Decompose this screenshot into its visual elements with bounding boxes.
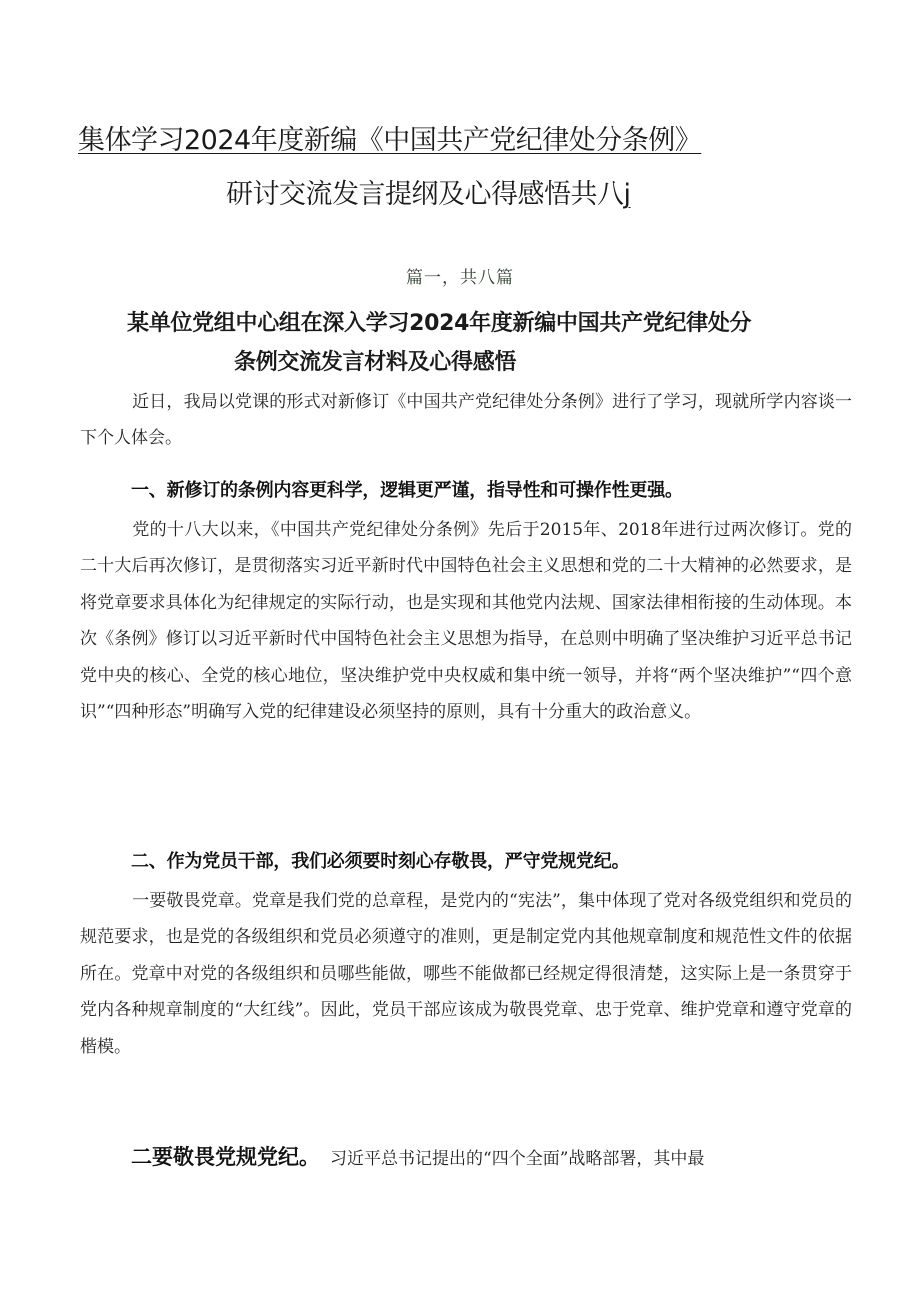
document-title-underlined: 集体学习2024年度新编《中国共产党纪律处分条例》 xyxy=(78,125,702,156)
body-paragraph-1-text: 党的十八大以来，《中国共产党纪律处分条例》先后于2015年、2018年进行过两次修订。党的二十大后再次修订，是贯彻落实习近平新时代中国特色社会主义思想和党的二十大精神的必然要求，是将党章要求具体化为纪律规定的实际行动，也是实现和其他党内法规、国家法律相衔接的生动体现。本次《条例》修订以习近平新时代中国特色社会主义思想为指导，在总则中明确了坚决维护习近平总书记党中央的核心、全党的核心地位，坚决维护党中央权威和集中统一领导，并将“两个坚决维护”“四个意识”“四种形态”明确写入党的纪律建设必须坚持的原则，具有十分重大的政治意义。 xyxy=(80,520,852,723)
section-heading-1: 一、新修订的条例内容更科学，逻辑更严谨，指导性和可操作性更强。 xyxy=(131,480,683,501)
document-title-text: 研讨交流发言提纲及心得感悟共八 xyxy=(226,179,624,210)
body-paragraph-3-text: 习近平总书记提出的“四个全面”战略部署，其中最 xyxy=(330,1149,705,1169)
body-paragraph-1 xyxy=(80,512,852,730)
paragraph-3-lead: 二要敬畏党规党纪。 xyxy=(131,1145,320,1169)
document-title-line-2 xyxy=(226,172,920,211)
section-label: 篇一，共八篇 xyxy=(406,268,514,288)
intro-paragraph xyxy=(80,384,852,457)
body-paragraph-2 xyxy=(80,883,852,1065)
article-title-line-1: 某单位党组中心组在深入学习2024年度新编中国共产党纪律处分 xyxy=(127,311,752,336)
intro-paragraph-text: 近日，我局以党课的形式对新修订《中国共产党纪律处分条例》进行了学习，现就所学内容谈一下个人体会。 xyxy=(80,392,852,449)
section-heading-2: 二、作为党员干部，我们必须要时刻心存敬畏，严守党规党纪。 xyxy=(131,851,630,872)
document-title-line-1 xyxy=(78,118,920,157)
body-paragraph-2-text: 一要敬畏党章。党章是我们党的总章程，是党内的“宪法”，集中体现了党对各级党组织和党员的规范要求，也是党的各级组织和党员必须遵守的准则，更是制定党内其他规章制度和规范性文件的依据所在。党章中对党的各级组织和员哪些能做，哪些不能做都已经规定得很清楚，这实际上是一条贯穿于党内各种规章制度的“大红线”。因此，党员干部应该成为敬畏党章、忠于党章、维护党章和遵守党章的楷模。 xyxy=(80,891,852,1057)
body-paragraph-3 xyxy=(131,1139,852,1177)
document-title-tail: j xyxy=(623,179,631,210)
article-title-line-2: 条例交流发言材料及心得感悟 xyxy=(234,350,517,375)
